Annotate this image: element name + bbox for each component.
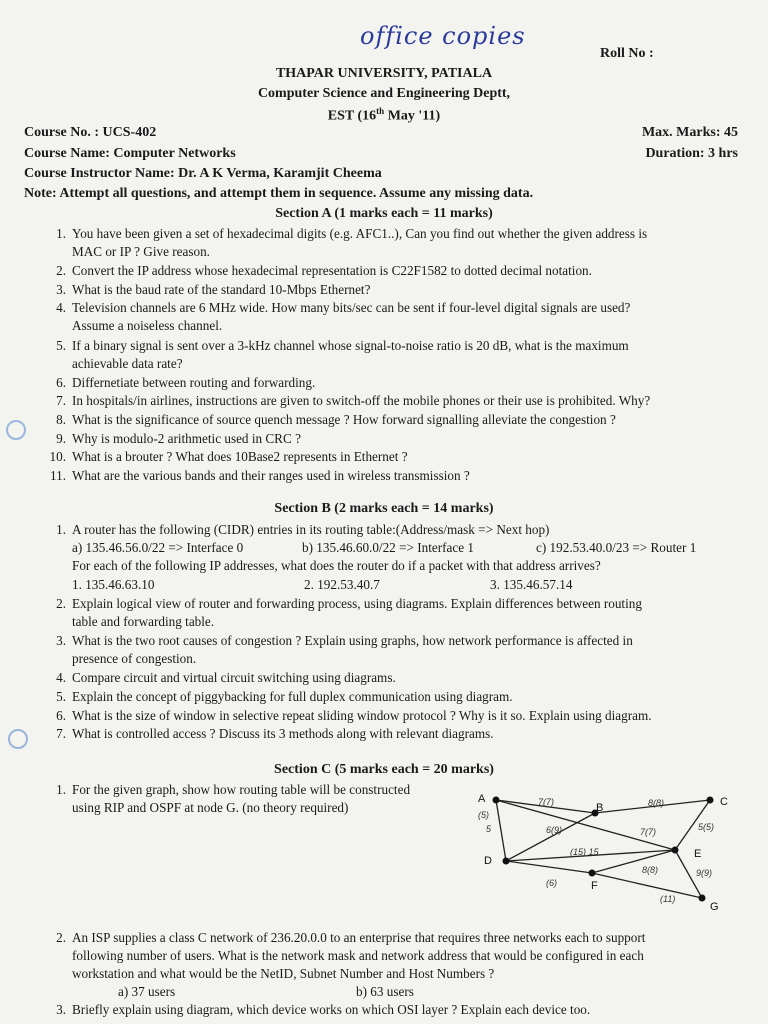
question-number: 6. [56,707,66,723]
question-text [72,448,737,466]
question-text [72,225,737,261]
question-line: What is a brouter ? What does 10Base2 represents in Ethernet ? [72,449,408,465]
question-number: 2. [56,930,66,945]
question-text [72,337,737,373]
question-item [22,467,737,485]
question-item [22,392,737,410]
routing-entry-b: b) 135.46.60.0/22 => Interface 1 [302,540,474,555]
question-line: You have been given a set of hexadecimal digits (e.g. AFC1..), Can you find out whether the given address is [72,226,648,241]
question-number: 11. [50,467,66,483]
question-line: Explain the concept of piggybacking for full duplex communication using diagram. [72,689,513,704]
question-number: 1. [56,226,66,241]
question-line: What is the baud rate of the standard 10-Mbps Ethernet? [72,281,371,297]
question-item [22,725,737,743]
network-graph [470,788,740,918]
punch-hole [8,729,28,749]
question-number: 3. [56,281,66,297]
edge-label: 7(7) [640,827,657,837]
edge-f-g [592,873,702,898]
exam-note: Note: Attempt all questions, and attempt them in sequence. Assume any missing data. [24,186,534,201]
question-number: 6. [56,374,66,390]
question-text [72,632,737,668]
question-line: Convert the IP address whose hexadecimal representation is C22F1582 to dotted decimal notation. [72,263,592,279]
section-c-question-1 [22,781,442,817]
question-number: 5. [56,337,66,353]
question-item [22,299,737,335]
question-text [72,669,737,687]
edge-label: (6) [546,878,557,888]
question-text [72,707,737,725]
question-item [22,337,737,373]
question-text [72,392,737,410]
course-name: Course Name: Computer Networks [24,146,236,161]
exam-title [0,106,768,125]
question-item [22,448,737,466]
question-line: What is the two root causes of congestion ? Explain using graphs, how network performance is affected in [72,633,633,649]
section-c-title: Section C (5 marks each = 20 marks) [274,762,494,777]
ip-address-2: 2. 192.53.40.7 [304,577,380,592]
question-line: using RIP and OSPF at node G. (no theory required) [72,800,349,815]
section-b-question-1 [22,521,737,539]
question-text [72,725,737,743]
edge-label: 8(8) [648,798,665,808]
question-line: For the given graph, show how routing table will be constructed [72,782,411,797]
question-number: 5. [56,689,66,704]
edge-label: (5) [478,810,489,820]
department-name: Computer Science and Engineering Deptt, [257,86,511,101]
question-line: What is the significance of source quench message ? How forward signalling alleviate the congestion ? [72,412,616,427]
question-item [22,632,737,668]
edge-label: 5(5) [698,822,715,832]
punch-hole [6,420,26,440]
question-text [72,688,737,706]
node-a [493,797,500,804]
question-number: 7. [56,726,66,742]
question-line: Compare circuit and virtual circuit switching using diagrams. [72,670,396,686]
exam-title-prefix: EST (16 [327,108,377,124]
routing-entry-a: a) 135.46.56.0/22 => Interface 0 [72,540,244,555]
question-text [72,262,737,280]
question-line: Assume a noiseless channel. [72,318,223,334]
question-text [72,430,737,448]
question-text: Briefly explain using diagram, which device works on which OSI layer ? Explain each device too. [72,1002,591,1017]
question-text [72,467,737,485]
question-number: 1. [56,522,66,537]
node-f [589,870,596,877]
option-b: b) 63 users [356,984,414,999]
question-item [22,688,737,706]
question-line: If a binary signal is sent over a 3-kHz channel whose signal-to-noise ratio is 20 dB, what is the maximum [72,337,629,353]
question-line: Why is modulo-2 arithmetic used in CRC ? [72,430,301,446]
question-line: In hospitals/in airlines, instructions are given to switch-off the mobile phones or their use is prohibited. Why? [72,393,651,409]
question-number: 4. [56,670,66,686]
question-item [22,595,737,631]
question-line: table and forwarding table. [72,614,215,629]
question-line: What is the size of window in selective repeat sliding window protocol ? Why is it so. Explain using diagram. [72,707,652,723]
edge-label: (15) 15 [570,847,599,857]
option-a: a) 37 users [118,984,176,999]
question-text [72,929,737,983]
question-text: A router has the following (CIDR) entries in its routing table:(Address/mask => Next hop) [72,522,550,537]
question-text [72,374,737,392]
edge-label: (11) [660,894,676,904]
exam-title-suffix: May '11) [384,108,441,124]
edge-label: 5 [486,824,492,834]
course-instructor: Course Instructor Name: Dr. A K Verma, Karamjit Cheema [24,166,382,181]
question-number: 9. [56,430,66,446]
question-line: workstation and what would be the NetID, Subnet Number and Host Numbers ? [72,966,495,981]
handwritten-note: office copies [360,22,526,50]
question-number: 3. [56,1002,66,1017]
section-b-title: Section B (2 marks each = 14 marks) [274,501,494,516]
section-c-question-3 [22,1001,737,1019]
node-label-a: A [478,793,486,805]
node-label-e: E [694,848,702,860]
node-label-g: G [710,901,719,913]
node-label-b: B [596,802,604,814]
question-number: 2. [56,263,66,279]
question-number: 8. [56,412,66,427]
question-line: What is controlled access ? Discuss its 3 methods along with relevant diagrams. [72,726,494,742]
edge-label: 7(7) [538,797,555,807]
question-line: achievable data rate? [72,355,183,371]
section-a-title: Section A (1 marks each = 11 marks) [275,206,493,221]
edge-d-f [506,861,592,873]
node-label-f: F [591,880,598,892]
exam-title-sup: th [376,106,385,116]
question-item [22,225,737,261]
question-item [22,707,737,725]
question-line: What are the various bands and their ranges used in wireless transmission ? [72,467,470,483]
ip-address-3: 3. 135.46.57.14 [490,577,573,592]
edge-f-e [592,850,675,873]
question-line: following number of users. What is the network mask and network address that would be configured in each [72,948,644,963]
node-g [699,895,706,902]
question-text [72,299,737,335]
max-marks: Max. Marks: 45 [641,125,738,140]
question-line: MAC or IP ? Give reason. [72,244,210,259]
edge-label: 8(8) [642,865,659,875]
question-item [22,374,737,392]
node-label-c: C [720,796,728,808]
roll-no-label: Roll No : [600,46,654,61]
question-number: 10. [49,449,66,465]
routing-entry-c: c) 192.53.40.0/23 => Router 1 [536,540,697,555]
question-text [72,281,737,299]
node-d [503,858,510,865]
node-c [707,797,714,804]
node-e [672,847,679,854]
question-number: 2. [56,596,66,611]
duration: Duration: 3 hrs [645,146,738,161]
question-item [22,430,737,448]
question-line: An ISP supplies a class C network of 236.20.0.0 to an enterprise that requires three networks each to support [72,930,646,945]
course-number: Course No. : UCS-402 [24,125,157,140]
node-label-d: D [484,855,492,867]
edge-label: 9(9) [696,868,713,878]
university-name: THAPAR UNIVERSITY, PATIALA [275,66,493,81]
question-text [72,411,737,429]
question-line: Television channels are 6 MHz wide. How many bits/sec can be sent if four-level digital signals are used? [72,300,631,316]
routing-followup: For each of the following IP addresses, what does the router do if a packet with that address arrives? [72,558,601,573]
question-item [22,411,737,429]
question-line: presence of congestion. [72,651,197,667]
question-number: 7. [56,393,66,409]
question-number: 3. [56,633,66,649]
ip-address-1: 1. 135.46.63.10 [72,577,155,592]
edge-label: 6(9) [546,825,563,835]
question-item [22,262,737,280]
question-number: 1. [56,782,66,797]
question-line: Differnetiate between routing and forwarding. [72,374,316,390]
question-item [22,669,737,687]
section-c-question-2 [22,929,737,983]
question-text [72,781,442,817]
question-line: Explain logical view of router and forwarding process, using diagrams. Explain differences between routing [72,596,642,611]
question-number: 4. [56,300,66,316]
question-item [22,281,737,299]
question-text [72,595,737,631]
edge-a-d [496,800,506,861]
